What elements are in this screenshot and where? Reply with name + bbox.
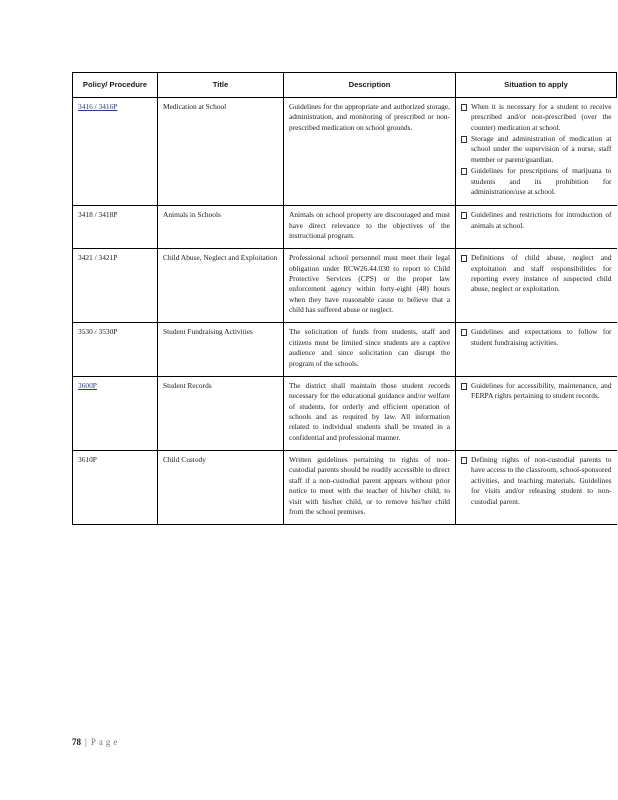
situation-cell: [456, 98, 617, 206]
page-label: Page: [90, 737, 121, 747]
policy-description: Written guidelines pertaining to rights of non-custodial parents should be readily accessible to direct staff if a non-custodial parent appears without prior notice to meet with the teacher of his/her child, to visit with his/her child, or to remove his/her child from the school premises.: [284, 451, 456, 525]
policy-description: The solicitation of funds from students, staff and citizens must be limited since students are a captive audience and since solicitation can disrupt the program of the schools.: [284, 323, 456, 376]
policy-number: 3418 / 3418P: [73, 206, 158, 249]
policy-title: Student Fundraising Activities: [158, 323, 284, 376]
situation-cell: [456, 323, 617, 376]
policy-title: Student Records: [158, 376, 284, 450]
policy-title: Child Abuse, Neglect and Exploitation: [158, 249, 284, 323]
policy-number-link[interactable]: 3600P: [73, 376, 158, 450]
table-row: [73, 206, 617, 249]
situation-list: [461, 210, 612, 231]
situation-list: [461, 102, 612, 197]
policy-table: [72, 72, 617, 525]
situation-list: [461, 327, 612, 348]
header-policy: Policy/ Procedure: [73, 73, 158, 98]
header-description: Description: [284, 73, 456, 98]
page-footer: [72, 737, 120, 747]
situation-item: Guidelines and expectations to follow for student fundraising activities.: [461, 327, 612, 348]
table-row: [73, 98, 617, 206]
policy-description: Professional school personnel must meet their legal obligation under RCW26.44.030 to report to Child Protective Services (CPS) or the proper law enforcement agency within forty-eight (48) hours when they have reasonable cause to believe that a child has suffered abuse or neglect.: [284, 249, 456, 323]
situation-list: [461, 381, 612, 402]
situation-item: Definitions of child abuse, neglect and exploitation and staff responsibilities for reporting every instance of suspected child abuse, neglect or exploitation.: [461, 253, 612, 294]
situation-item: When it is necessary for a student to receive prescribed and/or non-prescribed (over the counter) medication at school.: [461, 102, 612, 133]
situation-item: Defining rights of non-custodial parents to have access to the classroom, school-sponsored activities, and teaching materials. Guidelines for visits and/or releasing student to non-custodial parent.: [461, 455, 612, 507]
policy-title: Animals in Schools: [158, 206, 284, 249]
policy-description: Animals on school property are discouraged and must have direct relevance to the objectives of the instructional program.: [284, 206, 456, 249]
situation-item: Guidelines for accessibility, maintenance, and FERPA rights pertaining to student records.: [461, 381, 612, 402]
policy-number-link[interactable]: 3416 / 3416P: [73, 98, 158, 206]
situation-cell: [456, 206, 617, 249]
header-title: Title: [158, 73, 284, 98]
situation-item: Guidelines for prescriptions of marijuana to students and its prohibition for administration/use at school.: [461, 166, 612, 197]
table-row: [73, 451, 617, 525]
header-situation: Situation to apply: [456, 73, 617, 98]
page-number: 78: [72, 737, 81, 747]
situation-item: Storage and administration of medication at school under the supervision of a nurse, staff member or parent/guardian.: [461, 134, 612, 165]
policy-description: The district shall maintain those student records necessary for the educational guidance and/or welfare of students, for orderly and efficient operation of schools and as required by law. All information related to individual students shall be treated in a confidential and professional manner.: [284, 376, 456, 450]
situation-cell: [456, 249, 617, 323]
policy-title: Child Custody: [158, 451, 284, 525]
policy-number: 3421 / 3421P: [73, 249, 158, 323]
policy-description: Guidelines for the appropriate and authorized storage, administration, and monitoring of prescribed or non-prescribed medication on school grounds.: [284, 98, 456, 206]
policy-number: 3610P: [73, 451, 158, 525]
situation-cell: [456, 376, 617, 450]
policy-title: Medication at School: [158, 98, 284, 206]
policy-number: 3530 / 3530P: [73, 323, 158, 376]
table-row: [73, 249, 617, 323]
situation-list: [461, 455, 612, 507]
footer-separator: |: [85, 737, 87, 747]
table-body: [73, 98, 617, 525]
situation-list: [461, 253, 612, 294]
situation-cell: [456, 451, 617, 525]
situation-item: Guidelines and restrictions for introduction of animals at school.: [461, 210, 612, 231]
table-header-row: [73, 73, 617, 98]
table-row: [73, 376, 617, 450]
table-row: [73, 323, 617, 376]
